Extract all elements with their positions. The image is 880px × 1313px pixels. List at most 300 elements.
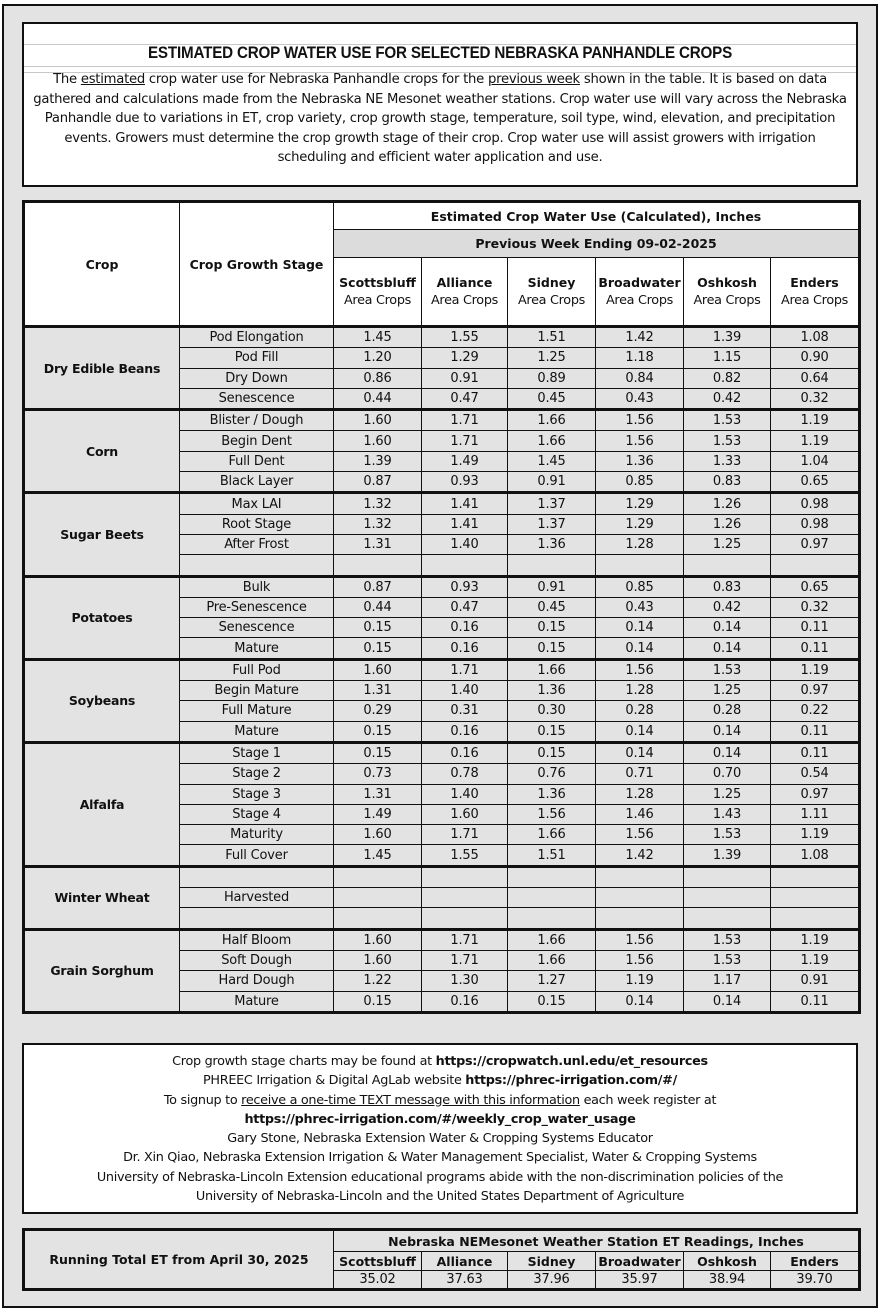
water-use-value: 0.87 (334, 576, 422, 597)
water-use-value: 1.55 (422, 845, 508, 866)
growth-stage: Mature (180, 638, 334, 659)
water-use-value: 0.47 (422, 388, 508, 409)
water-use-value: 0.91 (508, 472, 596, 493)
water-use-value: 0.15 (508, 618, 596, 638)
water-use-value: 0.44 (334, 388, 422, 409)
water-use-value: 1.19 (771, 929, 860, 950)
station-subtitle: Area Crops (517, 292, 586, 308)
water-use-value (422, 888, 508, 908)
water-use-value: 0.86 (334, 368, 422, 388)
running-total-value: 35.97 (596, 1271, 684, 1290)
water-use-value (334, 908, 422, 929)
table-row (24, 659, 860, 680)
water-use-value: 0.14 (684, 618, 771, 638)
intro-text: shown in the table. It is based on data gathered and calculations made from the Nebraska NE Mesonet weather stations. Crop water use will vary across the Nebraska Panhandle due to variations in ET, crop variety, crop growth stage, temperature, soil type, wind, elevation, and precipitation events. Growers must determine the crop growth stage of their crop. Crop water use will assist growers with irrigation scheduling and efficient water application and use. (33, 72, 847, 166)
water-use-value: 1.19 (596, 971, 684, 991)
crop-name: Dry Edible Beans (24, 327, 180, 410)
water-use-value: 0.28 (596, 701, 684, 721)
water-use-value: 0.16 (422, 742, 508, 763)
growth-stage (180, 555, 334, 576)
water-use-value: 1.19 (771, 950, 860, 970)
water-use-value (771, 908, 860, 929)
water-use-value: 0.93 (422, 472, 508, 493)
water-use-value: 1.17 (684, 971, 771, 991)
running-total-station: Enders (771, 1252, 860, 1271)
station-subtitle: Area Crops (780, 292, 849, 308)
station-header (684, 258, 771, 327)
water-use-value: 0.84 (596, 368, 684, 388)
crop-name: Corn (24, 410, 180, 493)
water-use-value: 1.45 (334, 327, 422, 348)
water-use-value: 0.14 (596, 618, 684, 638)
water-use-value: 1.15 (684, 348, 771, 368)
water-use-value: 0.16 (422, 618, 508, 638)
water-use-value: 0.91 (508, 576, 596, 597)
water-use-value: 1.18 (596, 348, 684, 368)
water-use-value: 0.16 (422, 991, 508, 1012)
water-use-value: 1.42 (596, 845, 684, 866)
water-use-value: 1.19 (771, 825, 860, 845)
water-use-value: 0.91 (771, 971, 860, 991)
water-use-value: 1.51 (508, 845, 596, 866)
weekly-usage-link[interactable]: https://phrec-irrigation.com/#/weekly_crop_water_usage (244, 1111, 636, 1127)
col-header-stage: Crop Growth Stage (180, 202, 334, 327)
water-use-value: 1.49 (334, 804, 422, 824)
note-line-policy: University of Nebraska-Lincoln Extension educational programs abide with the non-discrimination policies of the (96, 1169, 784, 1185)
station-name: Sidney (527, 274, 576, 290)
growth-stage: Mature (180, 991, 334, 1012)
water-use-value: 1.60 (422, 804, 508, 824)
water-use-value (771, 888, 860, 908)
table-body (24, 327, 860, 1013)
water-use-value (422, 555, 508, 576)
water-use-value (334, 888, 422, 908)
water-use-value (684, 555, 771, 576)
water-use-value: 0.15 (334, 721, 422, 742)
water-use-value: 1.41 (422, 493, 508, 514)
water-use-value: 1.60 (334, 431, 422, 451)
growth-stage: Senescence (180, 388, 334, 409)
water-use-value: 0.14 (684, 721, 771, 742)
water-use-value: 0.82 (684, 368, 771, 388)
water-use-value: 0.15 (334, 742, 422, 763)
water-use-value: 1.66 (508, 929, 596, 950)
water-use-value: 1.71 (422, 410, 508, 431)
water-use-value: 1.36 (508, 534, 596, 554)
water-use-value: 1.51 (508, 327, 596, 348)
water-use-value: 1.60 (334, 825, 422, 845)
station-subtitle: Area Crops (605, 292, 674, 308)
water-use-value: 0.32 (771, 388, 860, 409)
water-use-value (422, 866, 508, 887)
intro-box (22, 22, 858, 187)
water-use-value: 1.71 (422, 431, 508, 451)
water-use-value: 1.25 (684, 681, 771, 701)
water-use-value: 1.20 (334, 348, 422, 368)
cropwatch-link[interactable]: https://cropwatch.unl.edu/et_resources (435, 1054, 708, 1069)
water-use-value: 1.39 (684, 845, 771, 866)
intro-text: crop water use for Nebraska Panhandle crops for the (144, 72, 488, 87)
water-use-value: 1.19 (771, 410, 860, 431)
water-use-value: 1.56 (596, 825, 684, 845)
water-use-value: 0.14 (596, 721, 684, 742)
water-use-value: 1.31 (334, 681, 422, 701)
water-use-value: 1.40 (422, 784, 508, 804)
station-subtitle: Area Crops (693, 292, 761, 308)
table-row (24, 327, 860, 348)
running-total-value: 39.70 (771, 1271, 860, 1290)
running-total-value: 35.02 (334, 1271, 422, 1290)
station-header (771, 258, 860, 327)
water-use-value: 0.14 (684, 991, 771, 1012)
intro-underlined-previous-week: previous week (487, 72, 580, 87)
crop-name: Grain Sorghum (24, 929, 180, 1012)
note-line (24, 1091, 856, 1110)
water-use-value: 1.53 (684, 929, 771, 950)
station-header (508, 258, 596, 327)
running-total-value: 38.94 (684, 1271, 771, 1290)
water-use-value: 1.56 (596, 410, 684, 431)
running-total-value: 37.63 (422, 1271, 508, 1290)
notes-box (22, 1043, 858, 1214)
water-use-value: 0.44 (334, 597, 422, 617)
station-header (334, 258, 422, 327)
water-use-value: 0.15 (508, 721, 596, 742)
phrec-link[interactable]: https://phrec-irrigation.com/#/ (465, 1073, 677, 1089)
water-use-value: 1.71 (422, 929, 508, 950)
growth-stage: Stage 4 (180, 804, 334, 824)
water-use-value: 1.53 (684, 431, 771, 451)
water-use-value: 1.45 (508, 451, 596, 471)
water-use-value: 0.54 (771, 764, 860, 784)
water-use-value (508, 555, 596, 576)
water-use-value: 0.15 (508, 991, 596, 1012)
table-row (24, 866, 860, 887)
crop-name: Alfalfa (24, 742, 180, 866)
water-use-value: 1.36 (508, 681, 596, 701)
note-line-author2: Dr. Xin Qiao, Nebraska Extension Irrigation & Water Management Specialist, Water & Cropping Systems (123, 1150, 757, 1166)
header-estimated-use: Estimated Crop Water Use (Calculated), Inches (334, 202, 860, 230)
note-line (24, 1052, 856, 1071)
water-use-value: 0.76 (508, 764, 596, 784)
water-use-value: 0.42 (684, 388, 771, 409)
water-use-value: 0.15 (508, 742, 596, 763)
water-use-value: 0.31 (422, 701, 508, 721)
water-use-value: 1.36 (508, 784, 596, 804)
water-use-value: 1.29 (422, 348, 508, 368)
running-total-table (22, 1228, 861, 1291)
water-use-value: 0.90 (771, 348, 860, 368)
water-use-value: 1.22 (334, 971, 422, 991)
growth-stage: Dry Down (180, 368, 334, 388)
water-use-value: 0.89 (508, 368, 596, 388)
header-week-ending: Previous Week Ending 09-02-2025 (334, 230, 860, 258)
growth-stage: Senescence (180, 618, 334, 638)
water-use-value: 1.11 (771, 804, 860, 824)
water-use-value: 1.33 (684, 451, 771, 471)
water-use-value: 1.26 (684, 514, 771, 534)
water-use-value: 1.56 (596, 659, 684, 680)
water-use-value: 1.53 (684, 950, 771, 970)
water-use-value: 1.60 (334, 659, 422, 680)
growth-stage: Begin Mature (180, 681, 334, 701)
growth-stage: Stage 3 (180, 784, 334, 804)
running-total-station: Sidney (508, 1252, 596, 1271)
water-use-value: 1.66 (508, 825, 596, 845)
water-use-value: 0.45 (508, 388, 596, 409)
page-title: ESTIMATED CROP WATER USE FOR SELECTED NEBRASKA PANHANDLE CROPS (147, 44, 733, 62)
water-use-value: 0.15 (334, 618, 422, 638)
water-use-value: 1.08 (771, 327, 860, 348)
water-use-value: 1.37 (508, 514, 596, 534)
water-use-value: 1.08 (771, 845, 860, 866)
col-header-crop: Crop (24, 202, 180, 327)
water-use-value: 0.14 (596, 742, 684, 763)
growth-stage: Blister / Dough (180, 410, 334, 431)
growth-stage: Pod Elongation (180, 327, 334, 348)
growth-stage: Pod Fill (180, 348, 334, 368)
water-use-value: 1.39 (684, 327, 771, 348)
crop-name: Sugar Beets (24, 493, 180, 576)
water-use-value: 0.15 (334, 638, 422, 659)
note-line-author1: Gary Stone, Nebraska Extension Water & Cropping Systems Educator (227, 1131, 653, 1147)
water-use-value (684, 866, 771, 887)
water-use-value: 1.40 (422, 534, 508, 554)
water-use-value: 0.11 (771, 638, 860, 659)
water-use-value: 0.14 (596, 991, 684, 1012)
water-use-value: 0.65 (771, 576, 860, 597)
growth-stage: Max LAI (180, 493, 334, 514)
water-use-value: 1.28 (596, 681, 684, 701)
water-use-value: 0.83 (684, 576, 771, 597)
water-use-value: 1.31 (334, 534, 422, 554)
water-use-value: 1.36 (596, 451, 684, 471)
growth-stage: Harvested (180, 888, 334, 908)
intro-text: The (53, 72, 81, 87)
water-use-value: 1.42 (596, 327, 684, 348)
growth-stage: Black Layer (180, 472, 334, 493)
water-use-value: 1.49 (422, 451, 508, 471)
water-use-value (596, 908, 684, 929)
water-use-value: 0.91 (422, 368, 508, 388)
water-use-value: 0.43 (596, 597, 684, 617)
running-total-header: Nebraska NEMesonet Weather Station ET Readings, Inches (334, 1230, 860, 1252)
water-use-value: 1.71 (422, 950, 508, 970)
water-use-value (684, 908, 771, 929)
water-use-value (508, 888, 596, 908)
growth-stage (180, 866, 334, 887)
water-use-value (684, 888, 771, 908)
water-use-value: 0.11 (771, 618, 860, 638)
water-use-value: 1.40 (422, 681, 508, 701)
water-use-value: 1.19 (771, 431, 860, 451)
station-name: Enders (790, 274, 839, 290)
water-use-value: 1.66 (508, 431, 596, 451)
water-use-value: 1.53 (684, 659, 771, 680)
water-use-value: 0.93 (422, 576, 508, 597)
water-use-value: 0.11 (771, 721, 860, 742)
water-use-value: 1.60 (334, 950, 422, 970)
water-use-value (334, 555, 422, 576)
water-use-value: 1.71 (422, 825, 508, 845)
water-use-value: 1.66 (508, 659, 596, 680)
water-use-value: 0.42 (684, 597, 771, 617)
water-use-value (334, 866, 422, 887)
intro-paragraph (30, 70, 850, 168)
water-use-value: 1.37 (508, 493, 596, 514)
water-use-value: 0.16 (422, 638, 508, 659)
crop-name: Winter Wheat (24, 866, 180, 929)
water-use-value (596, 866, 684, 887)
growth-stage: Begin Dent (180, 431, 334, 451)
growth-stage: Pre-Senescence (180, 597, 334, 617)
water-use-value: 1.04 (771, 451, 860, 471)
water-use-value: 0.15 (334, 991, 422, 1012)
water-use-value: 0.83 (684, 472, 771, 493)
water-use-value: 0.16 (422, 721, 508, 742)
growth-stage: Full Dent (180, 451, 334, 471)
water-use-value: 1.66 (508, 950, 596, 970)
water-use-value: 1.71 (422, 659, 508, 680)
water-use-value: 0.14 (684, 638, 771, 659)
water-use-value: 1.60 (334, 929, 422, 950)
water-use-value: 0.43 (596, 388, 684, 409)
growth-stage: Maturity (180, 825, 334, 845)
crop-name: Potatoes (24, 576, 180, 659)
growth-stage: Mature (180, 721, 334, 742)
note-text: To signup to (163, 1092, 242, 1108)
growth-stage: Full Cover (180, 845, 334, 866)
growth-stage: Stage 1 (180, 742, 334, 763)
water-use-value (508, 866, 596, 887)
station-name: Oshkosh (697, 274, 757, 290)
running-total-station: Scottsbluff (334, 1252, 422, 1271)
water-use-value: 1.60 (334, 410, 422, 431)
water-use-value: 1.56 (596, 929, 684, 950)
water-use-value: 0.98 (771, 514, 860, 534)
water-use-value: 1.39 (334, 451, 422, 471)
growth-stage: Full Pod (180, 659, 334, 680)
growth-stage (180, 908, 334, 929)
running-total-label: Running Total ET from April 30, 2025 (24, 1230, 334, 1290)
water-use-value: 0.64 (771, 368, 860, 388)
water-use-value (596, 888, 684, 908)
water-use-value (508, 908, 596, 929)
running-total-station: Oshkosh (684, 1252, 771, 1271)
water-use-value: 1.55 (422, 327, 508, 348)
water-use-value: 1.41 (422, 514, 508, 534)
water-use-value: 0.85 (596, 472, 684, 493)
note-line-policy: University of Nebraska-Lincoln and the United States Department of Agriculture (195, 1189, 685, 1205)
table-row (24, 576, 860, 597)
water-use-value: 1.45 (334, 845, 422, 866)
growth-stage: Hard Dough (180, 971, 334, 991)
note-text: Crop growth stage charts may be found at (172, 1054, 436, 1069)
running-total-station: Alliance (422, 1252, 508, 1271)
table-row (24, 410, 860, 431)
note-text: PHREEC Irrigation & Digital AgLab website (203, 1073, 466, 1089)
water-use-value: 1.28 (596, 784, 684, 804)
running-total-station: Broadwater (596, 1252, 684, 1271)
water-use-value: 1.43 (684, 804, 771, 824)
water-use-value: 0.85 (596, 576, 684, 597)
growth-stage: Full Mature (180, 701, 334, 721)
note-line (24, 1110, 856, 1129)
growth-stage: Bulk (180, 576, 334, 597)
water-use-value: 1.27 (508, 971, 596, 991)
intro-underlined-estimated: estimated (80, 72, 145, 87)
water-use-value: 0.97 (771, 681, 860, 701)
water-use-value: 1.31 (334, 784, 422, 804)
note-line (24, 1071, 856, 1090)
water-use-value: 0.14 (596, 638, 684, 659)
water-use-value: 1.28 (596, 534, 684, 554)
water-use-value: 1.32 (334, 514, 422, 534)
water-use-value: 1.53 (684, 825, 771, 845)
station-header (596, 258, 684, 327)
water-use-value: 0.71 (596, 764, 684, 784)
water-use-value: 1.26 (684, 493, 771, 514)
water-use-value: 0.47 (422, 597, 508, 617)
table-row (24, 493, 860, 514)
station-subtitle: Area Crops (430, 292, 499, 308)
water-use-value: 0.78 (422, 764, 508, 784)
table-row (24, 929, 860, 950)
water-use-value: 0.22 (771, 701, 860, 721)
water-use-value (422, 908, 508, 929)
water-use-value: 0.65 (771, 472, 860, 493)
grid-line (24, 66, 856, 67)
water-use-value: 0.87 (334, 472, 422, 493)
water-use-value: 1.25 (508, 348, 596, 368)
water-use-value: 1.32 (334, 493, 422, 514)
running-total-value: 37.96 (508, 1271, 596, 1290)
water-use-value (771, 866, 860, 887)
water-use-value: 1.25 (684, 534, 771, 554)
growth-stage: After Frost (180, 534, 334, 554)
growth-stage: Soft Dough (180, 950, 334, 970)
water-use-value: 1.56 (596, 431, 684, 451)
water-use-value: 0.97 (771, 784, 860, 804)
water-use-value (596, 555, 684, 576)
water-use-value: 0.98 (771, 493, 860, 514)
growth-stage: Half Bloom (180, 929, 334, 950)
station-header (422, 258, 508, 327)
station-name: Scottsbluff (339, 274, 416, 290)
water-use-value: 1.30 (422, 971, 508, 991)
growth-stage: Stage 2 (180, 764, 334, 784)
water-use-value: 0.70 (684, 764, 771, 784)
crop-water-use-table (22, 200, 861, 1014)
station-subtitle: Area Crops (343, 292, 412, 308)
note-text: each week register at (579, 1092, 717, 1108)
water-use-value: 1.53 (684, 410, 771, 431)
water-use-value: 0.11 (771, 991, 860, 1012)
water-use-value: 1.29 (596, 514, 684, 534)
water-use-value: 0.11 (771, 742, 860, 763)
water-use-value: 1.25 (684, 784, 771, 804)
crop-name: Soybeans (24, 659, 180, 742)
water-use-value: 1.56 (508, 804, 596, 824)
water-use-value: 1.66 (508, 410, 596, 431)
water-use-value: 0.97 (771, 534, 860, 554)
water-use-value: 1.19 (771, 659, 860, 680)
station-name: Broadwater (598, 274, 681, 290)
water-use-value: 0.45 (508, 597, 596, 617)
water-use-value: 0.30 (508, 701, 596, 721)
table-row (24, 742, 860, 763)
water-use-value: 0.14 (684, 742, 771, 763)
